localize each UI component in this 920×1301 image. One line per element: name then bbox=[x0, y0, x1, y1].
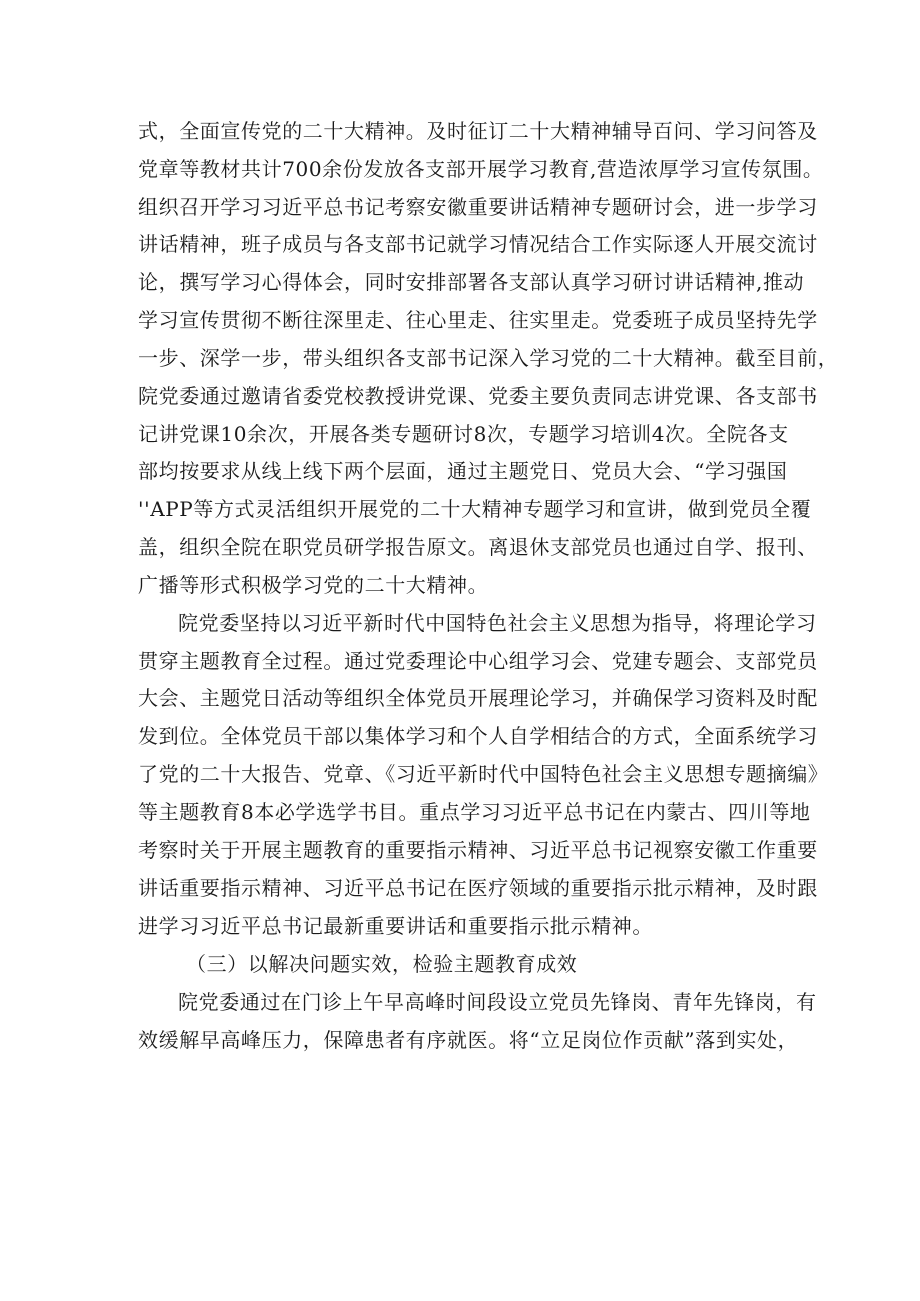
text-line: 党章等教材共计700余份发放各支部开展学习教育,营造浓厚学习宣传氛围。 bbox=[138, 157, 824, 181]
text-line: 组织召开学习习近平总书记考察安徽重要讲话精神专题研讨会，进一步学习 bbox=[138, 195, 818, 219]
text-line: 发到位。全体党员干部以集体学习和个人自学相结合的方式，全面系统学习 bbox=[138, 724, 818, 748]
text-line: 部均按要求从线上线下两个层面，通过主题党日、党员大会、“学习强国 bbox=[138, 459, 788, 483]
text-line: 了党的二十大报告、党章、《习近平新时代中国特色社会主义思想专题摘编》 bbox=[138, 762, 829, 786]
text-line: 考察时关于开展主题教育的重要指示精神、习近平总书记视察安徽工作重要 bbox=[138, 838, 818, 862]
text-line: 大会、主题党日活动等组织全体党员开展理论学习，并确保学习资料及时配 bbox=[138, 686, 818, 710]
text-line: 一步、深学一步，带头组织各支部书记深入学习党的二十大精神。截至目前， bbox=[138, 346, 839, 370]
text-line: 式，全面宣传党的二十大精神。及时征订二十大精神辅导百问、学习问答及 bbox=[138, 119, 818, 143]
text-line: 院党委通过在门诊上午早高峰时间段设立党员先锋岗、青年先锋岗，有 bbox=[178, 990, 817, 1014]
text-line: 记讲党课10余次，开展各类专题研讨8次，专题学习培训4次。全院各支 bbox=[138, 422, 789, 446]
text-line: 贯穿主题教育全过程。通过党委理论中心组学习会、党建专题会、支部党员 bbox=[138, 649, 818, 673]
text-line: 盖，组织全院在职党员研学报告原文。离退休支部党员也通过自学、报刊、 bbox=[138, 535, 818, 559]
text-line: 论，撰写学习心得体会，同时安排部署各支部认真学习研讨讲话精神,推动 bbox=[138, 270, 805, 294]
text-line: 广播等形式积极学习党的二十大精神。 bbox=[138, 573, 489, 597]
text-line: ''APP等方式灵活组织开展党的二十大精神专题学习和宣讲，做到党员全覆 bbox=[138, 497, 812, 521]
text-line: 进学习习近平总书记最新重要讲话和重要指示批示精神。 bbox=[138, 914, 653, 938]
text-line: 讲话重要指示精神、习近平总书记在医疗领域的重要指示批示精神，及时跟 bbox=[138, 876, 818, 900]
section-heading: （三）以解决问题实效，检验主题教育成效 bbox=[186, 952, 578, 976]
text-line: 院党委坚持以习近平新时代中国特色社会主义思想为指导，将理论学习 bbox=[178, 611, 817, 635]
text-line: 讲话精神，班子成员与各支部书记就学习情况结合工作实际逐人开展交流讨 bbox=[138, 232, 818, 256]
text-line: 学习宣传贯彻不断往深里走、往心里走、往实里走。党委班子成员坚持先学 bbox=[138, 308, 818, 332]
text-line: 院党委通过邀请省委党校教授讲党课、党委主要负责同志讲党课、各支部书 bbox=[138, 384, 818, 408]
text-line: 等主题教育8本必学选学书目。重点学习习近平总书记在内蒙古、四川等地 bbox=[138, 800, 811, 824]
text-line: 效缓解早高峰压力，保障患者有序就医。将“立足岗位作贡献”落到实处， bbox=[138, 1028, 799, 1052]
